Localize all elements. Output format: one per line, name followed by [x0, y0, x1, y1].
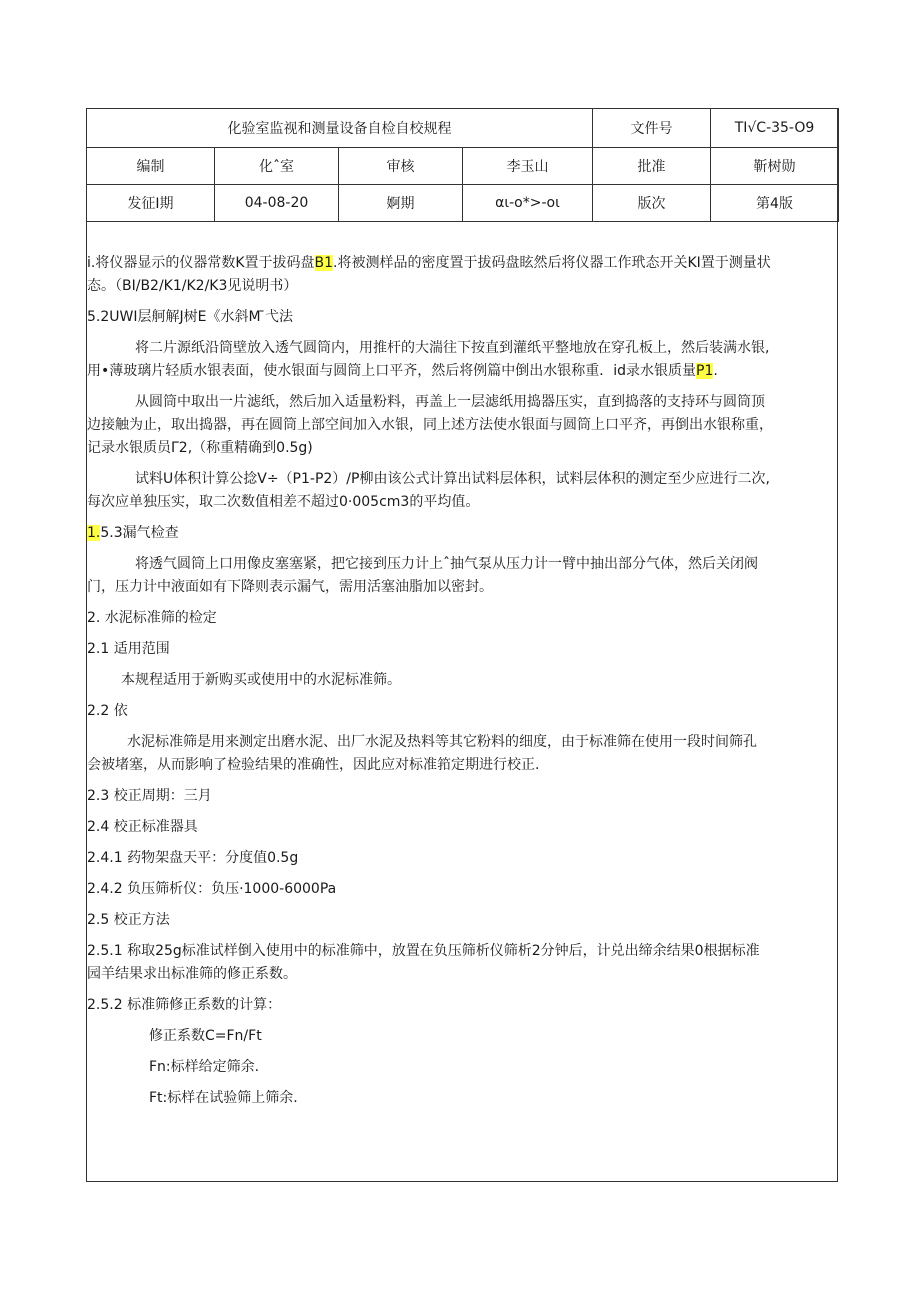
- paragraph-line: 边接触为止，取出捣器，再在圆筒上部空间加入水银，同上述方法使水银面与圆筒上口平齐，再倒出水银称重，: [87, 417, 773, 433]
- paragraph-line: 从圆筒中取出一片滤纸，然后加入适量粉料，再盖上一层滤纸用捣器压实，直到捣落的支持环与圆筒顶: [135, 394, 765, 410]
- editor: 化ˆ室: [215, 148, 339, 185]
- header-row-dates: [87, 185, 839, 222]
- text-run: .将被测样品的密度置于拔码盘眩然后将仪器工作玳态开关KI置于测量状: [333, 255, 771, 271]
- approver-label: 批准: [593, 148, 711, 185]
- section-heading: 5.2UWI层舸解J树E《水斜M ̄弋法: [87, 309, 293, 325]
- paragraph-line: 本规程适用于新购买或使用中的水泥标准筛。: [121, 672, 401, 688]
- paragraph-line: 会被堵塞，从而影响了检验结果的准确性，因此应对标准筘定期进行校正.: [87, 757, 540, 773]
- document-body: [87, 252, 827, 1110]
- section-heading: 2.4 校正标准器具: [87, 819, 198, 835]
- doc-no: TI√C-35-O9: [711, 109, 839, 148]
- header-row-title: [87, 109, 839, 148]
- header-row-people: [87, 148, 839, 185]
- section-item: 2.4.1 药物架盘天平：分度值0.5g: [87, 850, 299, 866]
- editor-label: 编制: [87, 148, 215, 185]
- text-run: i.将仪器显示的仪器常数K置于拔码盘: [87, 255, 315, 271]
- text-run: 5.3漏气检查: [100, 525, 179, 541]
- paragraph-line: 将二片源纸沿筒壁放入透气圆筒内，用推杆的大湍往下按直到灌纸平整地放在穿孔板上，然后装满水银,: [135, 340, 770, 356]
- reviewer: 李玉山: [463, 148, 593, 185]
- paragraph-line: 门，压力计中液面如有下降则表示漏气，需用活塞油脂加以密封。: [87, 579, 493, 595]
- paragraph-line: 将透气圆筒上口用像皮塞塞紧，把它接到压力计上ˆ抽气泵从压力计一臂中抽出部分气体，然后关闭阀: [135, 556, 758, 572]
- impl-date: αι-ο*>-οι: [463, 185, 593, 222]
- paragraph-line: 试料U体积计算公捻V÷（P1-P2）/P柳由该公式计算出试料层体积，试料层体积的测定至少应进行二次,: [135, 471, 770, 487]
- reviewer-label: 审核: [339, 148, 463, 185]
- highlight-mark: B1: [314, 255, 334, 271]
- highlight-mark: 1.: [87, 525, 101, 541]
- paragraph-line: 水泥标准筛是用来测定出磨水泥、出厂水泥及热料等其它粉料的细度，由于标准筛在使用一段时间筛孔: [127, 734, 757, 750]
- formula-line: 修正系数C=Fn/Ft: [149, 1028, 262, 1044]
- section-heading: 2.1 适用范围: [87, 641, 170, 657]
- section-heading: [87, 522, 827, 545]
- paragraph-line: 记录水银质员Γ2,（称重精确到0.5g): [87, 440, 313, 456]
- doc-no-label: 文件号: [593, 109, 711, 148]
- header-table: [86, 108, 839, 222]
- issue-date-label: 发征I期: [87, 185, 215, 222]
- section-item: 2.4.2 负压筛析仪：负压·1000-6000Pa: [87, 881, 337, 897]
- text-run: 用•薄玻璃片轻质水银表面，使水银面与圆筒上口平齐，然后将例篇中倒出水银称重．id录水银质量: [87, 363, 697, 379]
- paragraph-line: [87, 360, 827, 383]
- formula-line: Fn:标样给定筛余.: [149, 1059, 260, 1075]
- version: 第4版: [711, 185, 839, 222]
- issue-date: 04-08-20: [215, 185, 339, 222]
- impl-date-label: 婀期: [339, 185, 463, 222]
- text-run: .: [713, 363, 718, 379]
- highlight-mark: P1: [696, 363, 714, 379]
- section-item: 2.5.2 标准筛修正系数的计算：: [87, 997, 282, 1013]
- version-label: 版次: [593, 185, 711, 222]
- paragraph-line: 态。（BI/B2/K1/K2/K3见说明书）: [87, 278, 298, 294]
- section-heading: 2. 水泥标准筛的检定: [87, 610, 217, 626]
- section-item: 2.5.1 称取25g标准试样倒入使用中的标准筛中，放置在负压筛析仪筛析2分钟后，计兑出缔余结果0根据标准: [87, 943, 760, 959]
- doc-title: 化验室监视和测量设备自检自校规程: [87, 109, 593, 148]
- approver: 靳树勋: [711, 148, 839, 185]
- section-heading: 2.2 依: [87, 703, 128, 719]
- paragraph-line: [87, 252, 827, 275]
- section-heading: 2.5 校正方法: [87, 912, 170, 928]
- formula-line: Ft:标样在试验筛上筛余.: [149, 1090, 298, 1106]
- paragraph-line: 园羊结果求出标准筛的修正系数。: [87, 966, 297, 982]
- paragraph-line: 每次应单独压实，取二次数值相差不超过0·005cm3的平均值。: [87, 494, 480, 510]
- section-heading: 2.3 校正周期：三月: [87, 788, 212, 804]
